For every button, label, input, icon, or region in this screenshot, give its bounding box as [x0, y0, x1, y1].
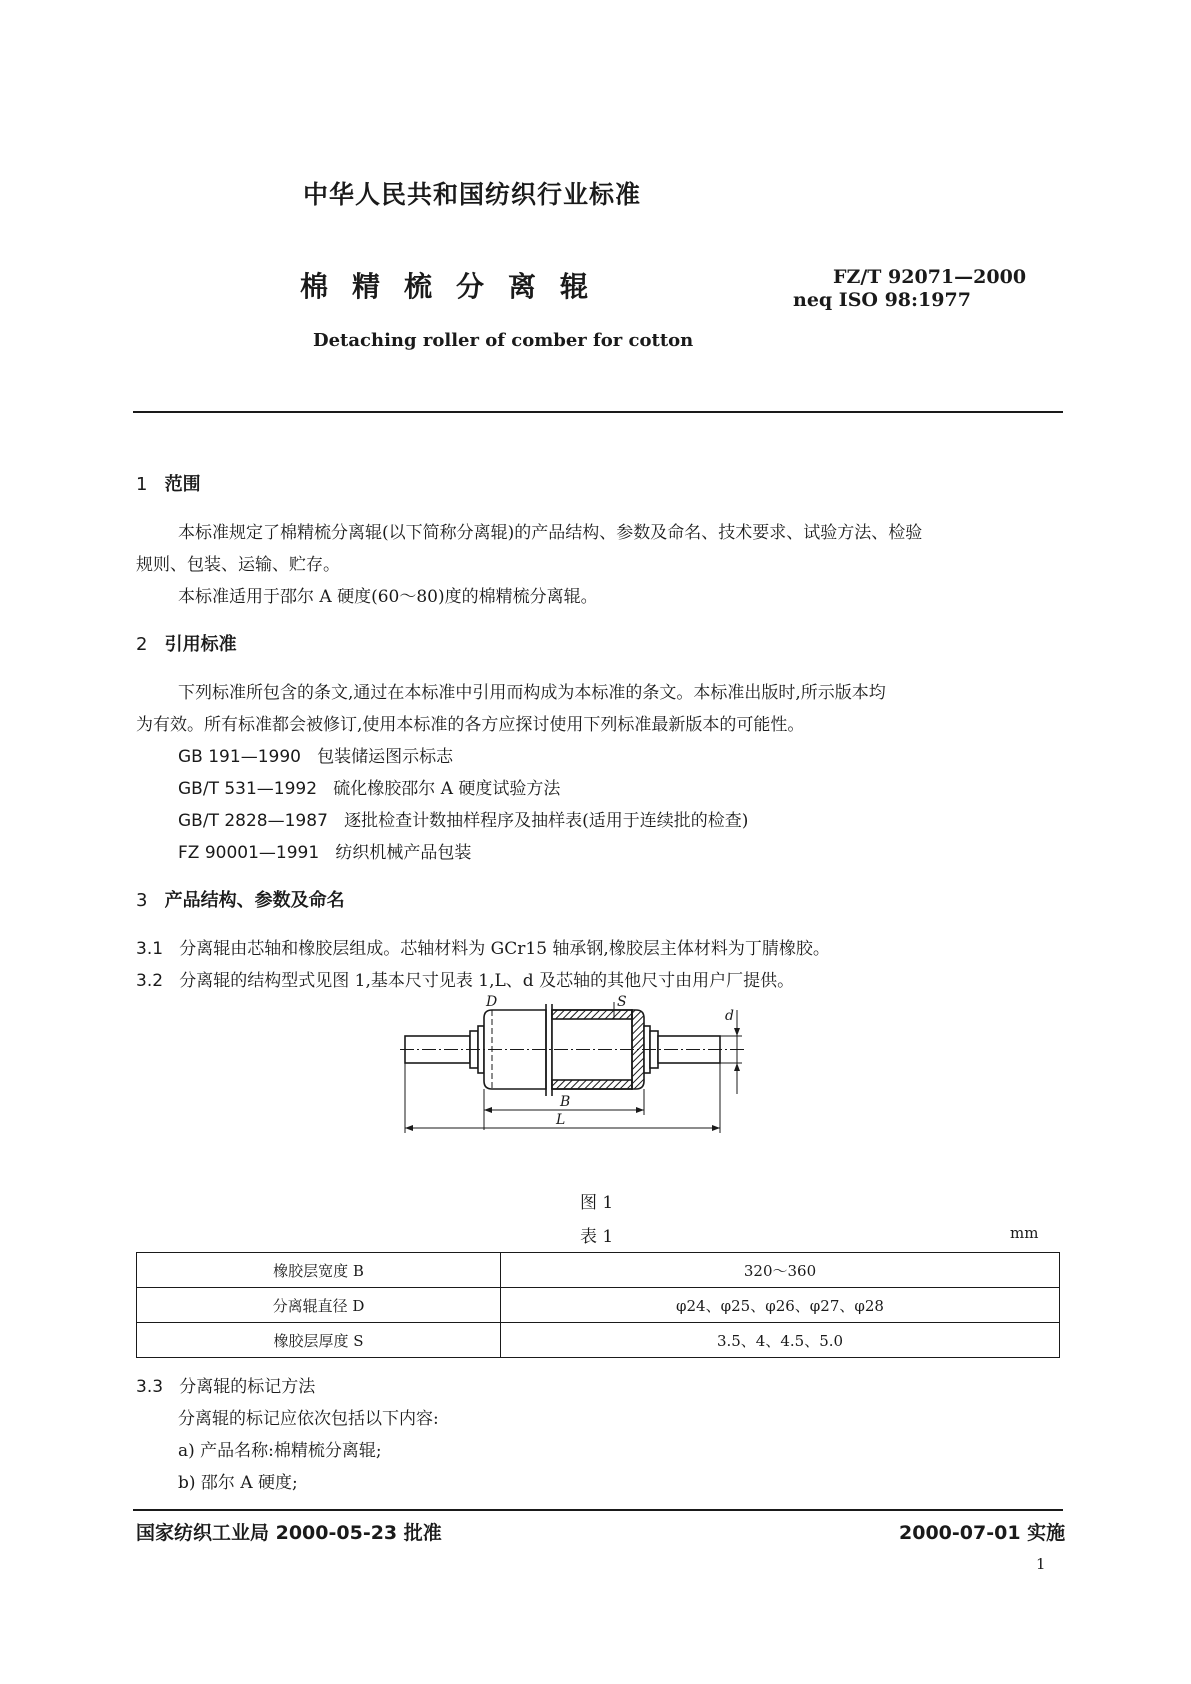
section-number: 2: [136, 634, 148, 655]
figure-caption: 图 1: [580, 1193, 614, 1213]
s2-paragraph-line-1: 下列标准所包含的条文,通过在本标准中引用而构成为本标准的条文。本标准出版时,所示版本均: [178, 683, 886, 703]
section-number: 1: [136, 474, 148, 495]
arrowhead: [636, 1107, 644, 1113]
standard-code: FZ/T 92071—2000: [833, 266, 1027, 288]
section-2-heading: [136, 630, 237, 656]
rubber-layer-hatch: [552, 1080, 632, 1089]
section-3-heading: [136, 886, 345, 912]
clause-number: 3.1: [136, 939, 164, 959]
issuing-organization: 中华人民共和国纺织行业标准: [303, 180, 642, 209]
s2-paragraph-line-2: 为有效。所有标准都会被修订,使用本标准的各方应探讨使用下列标准最新版本的可能性。: [136, 715, 805, 735]
clause-3-3-heading: [136, 1372, 315, 1397]
arrowhead: [734, 1063, 740, 1071]
label-B: B: [560, 1094, 571, 1110]
arrowhead: [734, 1028, 740, 1036]
s1-paragraph-1-line-1: 本标准规定了棉精梳分离辊(以下简称分离辊)的产品结构、参数及命名、技术要求、试验方法、检验: [178, 523, 923, 543]
s1-paragraph-2: 本标准适用于邵尔 A 硬度(60～80)度的棉精梳分离辊。: [178, 587, 598, 607]
table-caption: 表 1: [580, 1227, 614, 1247]
label-L: L: [556, 1112, 566, 1128]
arrowhead: [405, 1125, 413, 1131]
page-number: 1: [1036, 1555, 1046, 1573]
table-row: [137, 1323, 1060, 1358]
reference-item: [178, 774, 560, 799]
arrowhead: [484, 1107, 492, 1113]
left-journal: [405, 1036, 470, 1063]
footer-divider: [133, 1509, 1063, 1511]
reference-title: 包装储运图示标志: [317, 747, 454, 767]
table-row: [137, 1288, 1060, 1323]
label-D: D: [486, 994, 498, 1010]
table-cell-value: 320～360: [501, 1253, 1060, 1288]
reference-title: 纺织机械产品包装: [335, 843, 472, 863]
table-unit: mm: [1010, 1224, 1039, 1242]
table-cell-label: 分离辊直径 D: [137, 1288, 501, 1323]
section-title: 引用标准: [164, 634, 237, 655]
section-number: 3: [136, 890, 148, 911]
clause-3-2: [136, 966, 794, 991]
reference-item: [178, 838, 471, 863]
section-1-heading: [136, 470, 201, 496]
table-cell-label: 橡胶层厚度 S: [137, 1323, 501, 1358]
section-title: 产品结构、参数及命名: [164, 890, 345, 911]
clause-title: 分离辊的标记方法: [179, 1377, 316, 1397]
reference-code: GB 191—1990: [178, 747, 301, 767]
equivalent-standard: neq ISO 98:1977: [793, 289, 971, 311]
label-S: S: [617, 994, 627, 1010]
rubber-layer-hatch: [552, 1010, 632, 1019]
reference-title: 硫化橡胶邵尔 A 硬度试验方法: [333, 779, 561, 799]
clause-number: 3.3: [136, 1377, 164, 1397]
reference-title: 逐批检查计数抽样程序及抽样表(适用于连续批的检查): [344, 811, 749, 831]
table-1: [136, 1252, 1060, 1358]
reference-item: [178, 742, 453, 767]
implementation-date: 2000-07-01 实施: [899, 1522, 1066, 1544]
document-title-en: Detaching roller of comber for cotton: [313, 330, 694, 351]
arrowhead: [712, 1125, 720, 1131]
clause-3-1: [136, 934, 830, 959]
table-cell-value: 3.5、4、4.5、5.0: [501, 1323, 1060, 1358]
reference-code: GB/T 531—1992: [178, 779, 318, 799]
label-d: d: [725, 1008, 734, 1024]
clause-text: 分离辊的结构型式见图 1,基本尺寸见表 1,L、d 及芯轴的其他尺寸由用户厂提供。: [179, 971, 795, 991]
document-title-cn: 棉精梳分离辊: [300, 270, 613, 303]
table-row: [137, 1253, 1060, 1288]
clause-text: 分离辊由芯轴和橡胶层组成。芯轴材料为 GCr15 轴承钢,橡胶层主体材料为丁腈橡胶。: [179, 939, 830, 959]
s1-paragraph-1-line-2: 规则、包装、运输、贮存。: [136, 555, 340, 575]
reference-item: [178, 806, 748, 831]
list-item-b: b) 邵尔 A 硬度;: [178, 1473, 298, 1493]
section-title: 范围: [164, 474, 201, 495]
table-cell-value: φ24、φ25、φ26、φ27、φ28: [501, 1288, 1060, 1323]
figure-1-roller-drawing: [400, 990, 820, 1160]
clause-3-3-intro: 分离辊的标记应依次包括以下内容:: [178, 1409, 439, 1429]
table-cell-label: 橡胶层宽度 B: [137, 1253, 501, 1288]
clause-number: 3.2: [136, 971, 164, 991]
approval-line: 国家纺织工业局 2000-05-23 批准: [136, 1522, 442, 1544]
list-item-a: a) 产品名称:棉精梳分离辊;: [178, 1441, 382, 1461]
reference-code: FZ 90001—1991: [178, 843, 320, 863]
reference-code: GB/T 2828—1987: [178, 811, 328, 831]
header-divider: [133, 411, 1063, 413]
